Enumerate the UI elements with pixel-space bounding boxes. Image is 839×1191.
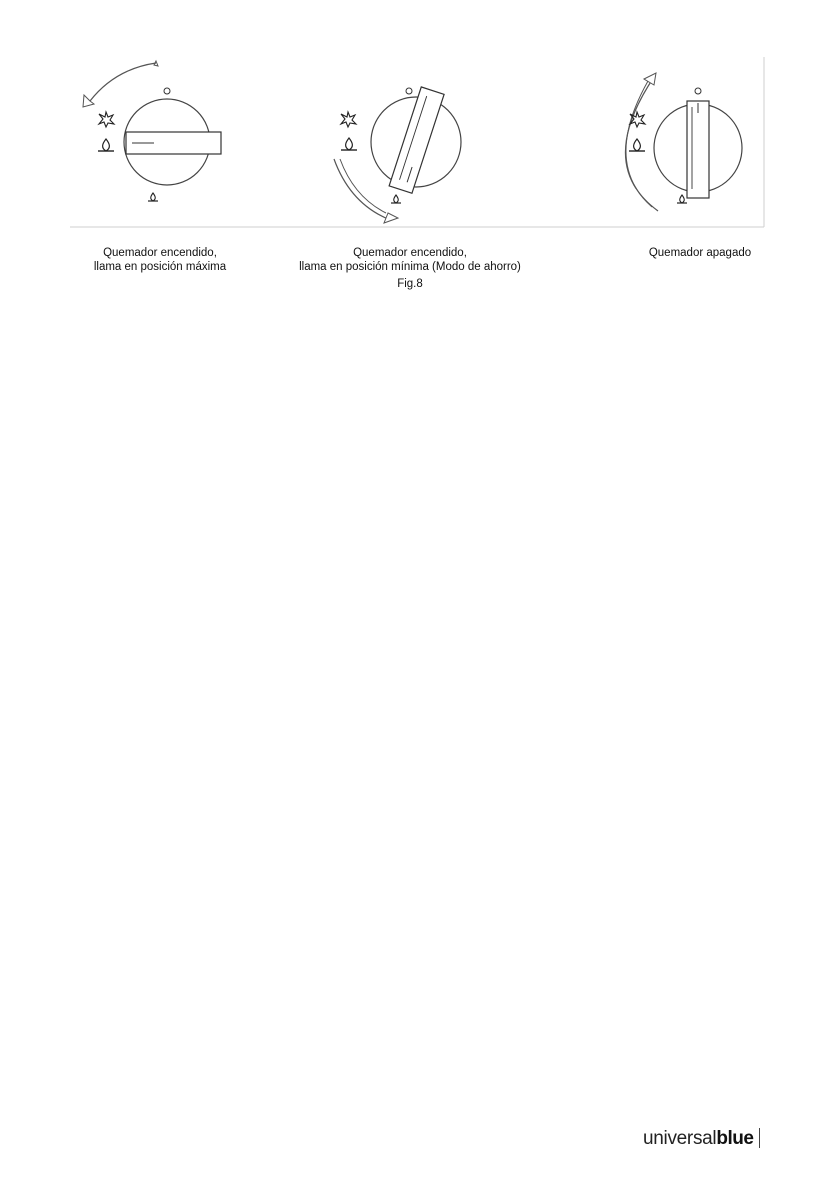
knob-handle: [687, 101, 709, 198]
large-flame-icon: [629, 139, 645, 151]
rotation-arrow-up: [625, 77, 658, 211]
spark-icon: [341, 112, 356, 127]
caption-line: Quemador encendido,: [353, 247, 467, 259]
caption-min: [290, 246, 530, 274]
caption-line: llama en posición mínima (Modo de ahorro): [299, 261, 521, 273]
caption-max: [70, 246, 250, 274]
knob-diagram-max: [70, 55, 270, 227]
brand-divider: [759, 1128, 760, 1148]
figure-panel: [70, 55, 766, 230]
knob-diagram-off: [590, 55, 766, 227]
figure-label: Fig.8: [397, 278, 423, 290]
caption-line: llama en posición máxima: [93, 261, 227, 273]
spark-icon: [99, 112, 114, 127]
small-flame-icon: [148, 193, 158, 201]
large-flame-icon: [98, 139, 114, 151]
off-marker-icon: [406, 88, 412, 94]
small-flame-icon: [677, 195, 687, 203]
brand-logo: [643, 1124, 760, 1150]
off-marker-icon: [164, 88, 170, 94]
small-flame-icon: [391, 195, 401, 203]
off-marker-icon: [695, 88, 701, 94]
caption-off: [640, 246, 760, 260]
caption-line: Quemador encendido,: [103, 247, 217, 259]
rotation-arrow-ccw: [90, 63, 156, 101]
brand-logo-light: universal: [643, 1128, 717, 1149]
large-flame-icon: [341, 138, 357, 150]
brand-logo-bold: blue: [716, 1128, 754, 1149]
knob-diagram-min: [310, 55, 510, 227]
caption-line: Quemador apagado: [648, 247, 752, 259]
